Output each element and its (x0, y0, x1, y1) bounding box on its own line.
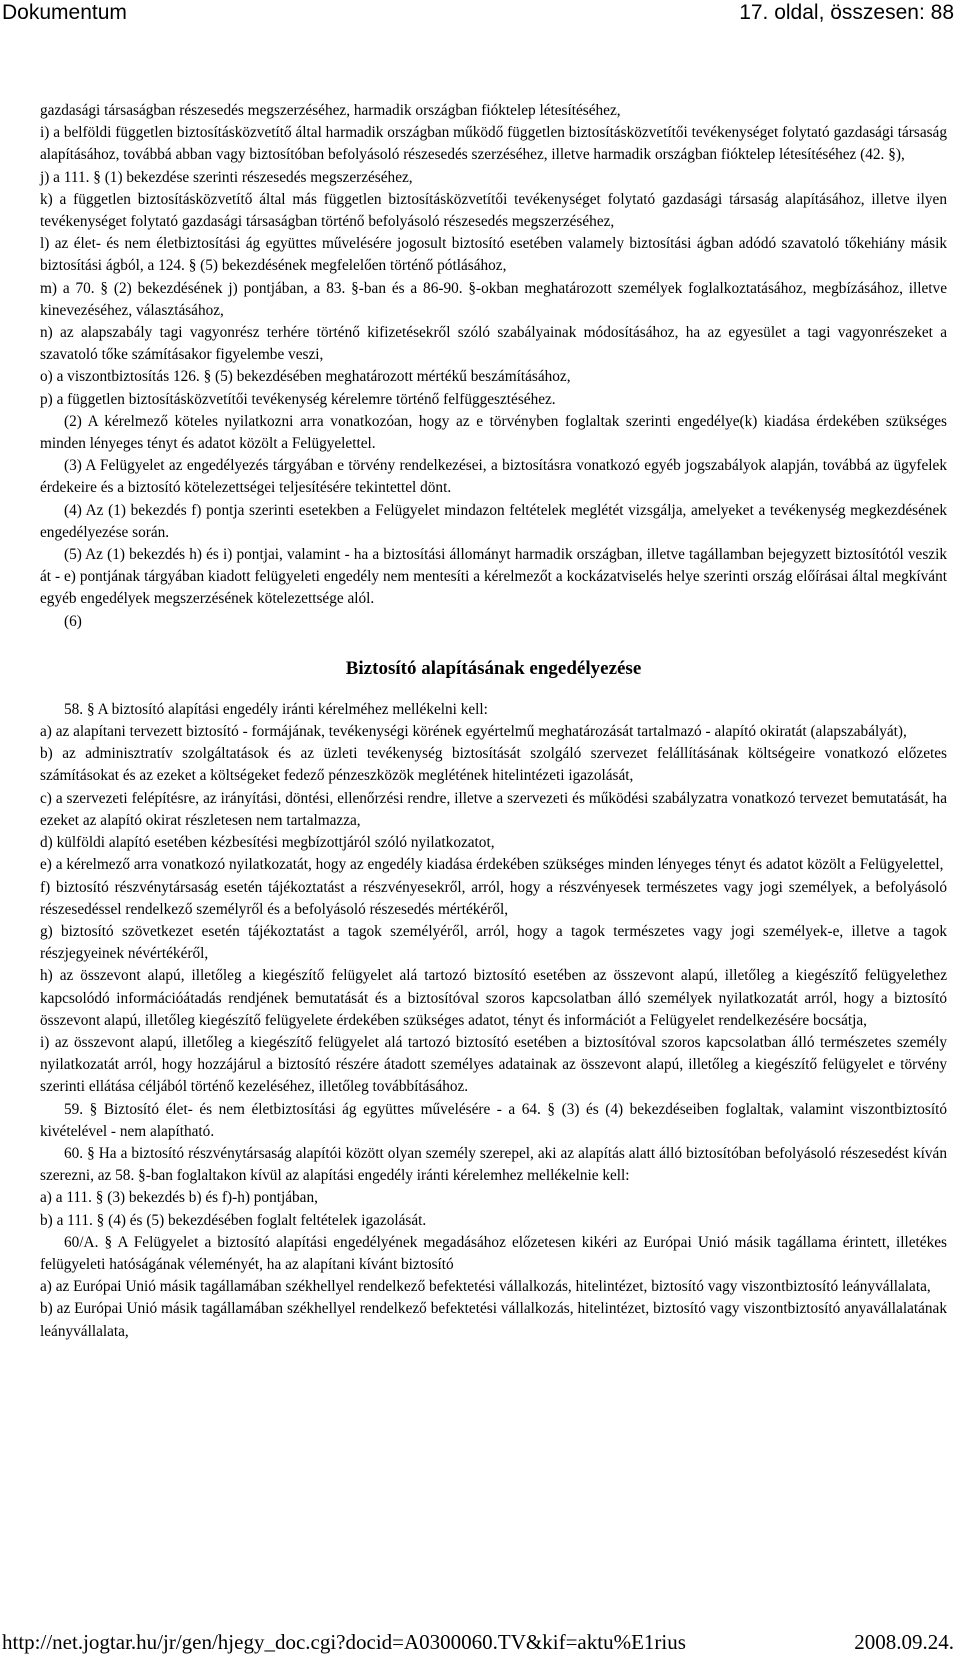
document-body (40, 100, 947, 1343)
paragraph: (3) A Felügyelet az engedélyezés tárgyában e törvény rendelkezései, a biztosításra vonatkozó egyéb jogszabályok alapján, továbbá az ügyfelek érdekeire és a biztosító kötelezettségei teljesítésére tekintettel dönt. (40, 457, 947, 497)
paragraph: b) az Európai Unió másik tagállamában székhellyel rendelkező befektetési vállalkozás, hitelintézet, biztosító vagy viszontbiztosító anyavállalatának leányvállalata, (40, 1300, 947, 1340)
document-label: Dokumentum (2, 1, 127, 24)
page-counter: 17. oldal, összesen: 88 (739, 1, 954, 24)
paragraph: 60. § Ha a biztosító részvénytársaság alapítói között olyan személy szerepel, aki az alapítás alatt álló biztosítóban befolyásoló részesedést kíván szerezni, az 58. §-ban foglaltakon kívül az alapítási engedély iránti kérelemhez mellékelnie kell: (40, 1144, 947, 1185)
paragraph: i) az összevont alapú, illetőleg a kiegészítő felügyelet alá tartozó biztosító esetében a biztosítóval szoros kapcsolatban álló természetes személy nyilatkozatát arról, hogy hozzájárul a biztosító részére átadott személyes adatainak az összevont alapú, illetőleg a kiegészítő felügyelet e törvény szerinti ellátása céljából történő kezeléséhez, illetőleg továbbításához. (40, 1033, 947, 1096)
paragraph: a) az Európai Unió másik tagállamában székhellyel rendelkező befektetési vállalkozás, hitelintézet, biztosító vagy viszontbiztosító leányvállalata, (40, 1278, 931, 1296)
paragraph: f) biztosító részvénytársaság esetén tájékoztatást a részvényesekről, arról, hogy a részvényesek természetes vagy jogi személyek, a befolyásoló részesedéssel rendelkező személyről és a befolyásoló részesedés mértékéről, (40, 878, 947, 918)
paragraph: p) a független biztosításközvetítői tevékenység kérelemre történő felfüggesztéséhez. (40, 390, 556, 408)
paragraph: b) a 111. § (4) és (5) bekezdésében foglalt feltételek igazolását. (40, 1211, 427, 1229)
paragraph: 59. § Biztosító élet- és nem életbiztosítási ág együttes művelésére - a 64. § (3) és (4) bekezdéseiben foglaltak, valamint viszontbiztosító kivételével - nem alapítható. (40, 1100, 947, 1140)
paragraph: o) a viszontbiztosítás 126. § (5) bekezdésében meghatározott mértékű beszámításához, (40, 368, 571, 386)
paragraph: c) a szervezeti felépítésre, az irányítási, döntési, ellenőrzési rendre, illetve a szervezeti és működési szabályzatra vonatkozó tervezet bemutatását, ha ezeket az alapító okirat részletesen nem tartalmazza, (40, 789, 947, 829)
paragraph: m) a 70. § (2) bekezdésének j) pontjában, a 83. §-ban és a 86-90. §-okban meghatározott személyek foglalkoztatásához, megbízásához, illetve kinevezéséhez, választásához, (40, 279, 947, 319)
paragraph: (4) Az (1) bekezdés f) pontja szerinti esetekben a Felügyelet mindazon feltételek meglétét vizsgálja, amelyeket a tevékenység megkezdésének engedélyezése során. (40, 501, 947, 541)
paragraph: h) az összevont alapú, illetőleg a kiegészítő felügyelet alá tartozó biztosító esetében az összevont alapú, illetőleg a kiegészítő felügyelethez kapcsolódó információátadás rendjének bemutatását és a biztosítóval szoros kapcsolatban álló személyek nyilatkozatát arról, hogy a biztosító összevont alapú, illetőleg kiegészítő felügyelete érdekében szükséges adatot, tényt és információt a Felügyelet rendelkezésére bocsátja, (40, 967, 947, 1029)
page-header (0, 0, 960, 32)
paragraph: e) a kérelmező arra vonatkozó nyilatkozatát, hogy az engedély kiadása érdekében szükséges minden lényeges tényt és adatot közölt a Felügyelettel, (40, 856, 944, 874)
paragraph: g) biztosító szövetkezet esetén tájékoztatást a tagok személyéről, arról, hogy a tagok természetes vagy jogi személyek-e, illetve a tagok részjegyeinek névértékéről, (40, 922, 947, 963)
paragraph: i) a belföldi független biztosításközvetítő által harmadik országban működő független biztosításközvetítői tevékenységet folytató gazdasági társaság alapításához, továbbá abban vagy biztosítóban befolyásoló részesedés szerzéséhez, illetve harmadik országban fióktelep létesítéséhez (42. §), (40, 124, 947, 164)
page-footer (0, 1630, 960, 1654)
paragraph: a) a 111. § (3) bekezdés b) és f)-h) pontjában, (40, 1189, 318, 1207)
paragraph: (5) Az (1) bekezdés h) és i) pontjai, valamint - ha a biztosítási állományt harmadik országban, illetve tagállamban bejegyzett biztosítótól veszik át - e) pontjának tárgyában kiadott felügyeleti engedély nem mentesíti a kérelmezőt a kockázatviselés helye szerinti ország előírásai által megkívánt egyéb engedélyek megszerzésének kötelezettsége alól. (40, 546, 947, 608)
paragraph: k) a független biztosításközvetítő által más független biztosításközvetítői tevékenységet folytató gazdasági társaság alapításához, illetve ilyen tevékenységet folytató gazdasági társaságban történő befolyásoló részesedés megszerzéséhez, (40, 190, 947, 231)
paragraph: n) az alapszabály tagi vagyonrész terhére történő kifizetésekről szóló szabályainak módosításához, ha az egyesület a tagi vagyonrészeket a szavatoló tőke számításakor figyelembe veszi, (40, 324, 947, 364)
paragraph: b) az adminisztratív szolgáltatások és az üzleti tevékenység biztosítását szolgáló szervezet felállításának költségeire vonatkozó előzetes számításokat és az ezeket a költségeket fedező pénzeszközök meglétének hitelintézeti igazolását, (40, 745, 947, 785)
paragraph: l) az élet- és nem életbiztosítási ág együttes művelésére jogosult biztosító esetében valamely biztosítási ágban adódó szavatoló tőkehiány másik biztosítási ágból, a 124. § (5) bekezdésének megfelelően történő pótlásához, (40, 235, 947, 275)
paragraph: a) az alapítani tervezett biztosító - formájának, tevékenységi körének egyértelmű meghatározását tartalmazó - alapító okiratát (alapszabályát), (40, 723, 907, 741)
paragraph: gazdasági társaságban részesedés megszerzéséhez, harmadik országban fióktelep létesítéséhez, (40, 102, 621, 119)
paragraph: 60/A. § A Felügyelet a biztosító alapítási engedélyének megadásához előzetesen kikéri az Európai Unió másik tagállama érintett, illetékes felügyeleti hatóságának véleményét, ha az alapítani kívánt biztosító (40, 1233, 947, 1273)
paragraph: j) a 111. § (1) bekezdése szerinti részesedés megszerzéséhez, (40, 168, 413, 186)
paragraph: (2) A kérelmező köteles nyilatkozni arra vonatkozóan, hogy az e törvényben foglaltak szerinti engedélye(k) kiadása érdekében szükséges minden lényeges tényt és adatot közölt a Felügyelettel. (40, 412, 947, 453)
print-date: 2008.09.24. (854, 1630, 954, 1654)
paragraph: (6) (64, 612, 82, 630)
source-url[interactable]: http://net.jogtar.hu/jr/gen/hjegy_doc.cgi?docid=A0300060.TV&kif=aktu%E1rius (2, 1630, 686, 1654)
section-title: Biztosító alapításának engedélyezése (345, 657, 642, 679)
paragraph: d) külföldi alapító esetében kézbesítési megbízottjáról szóló nyilatkozatot, (40, 834, 495, 852)
paragraph: 58. § A biztosító alapítási engedély iránti kérelméhez mellékelni kell: (64, 700, 488, 718)
